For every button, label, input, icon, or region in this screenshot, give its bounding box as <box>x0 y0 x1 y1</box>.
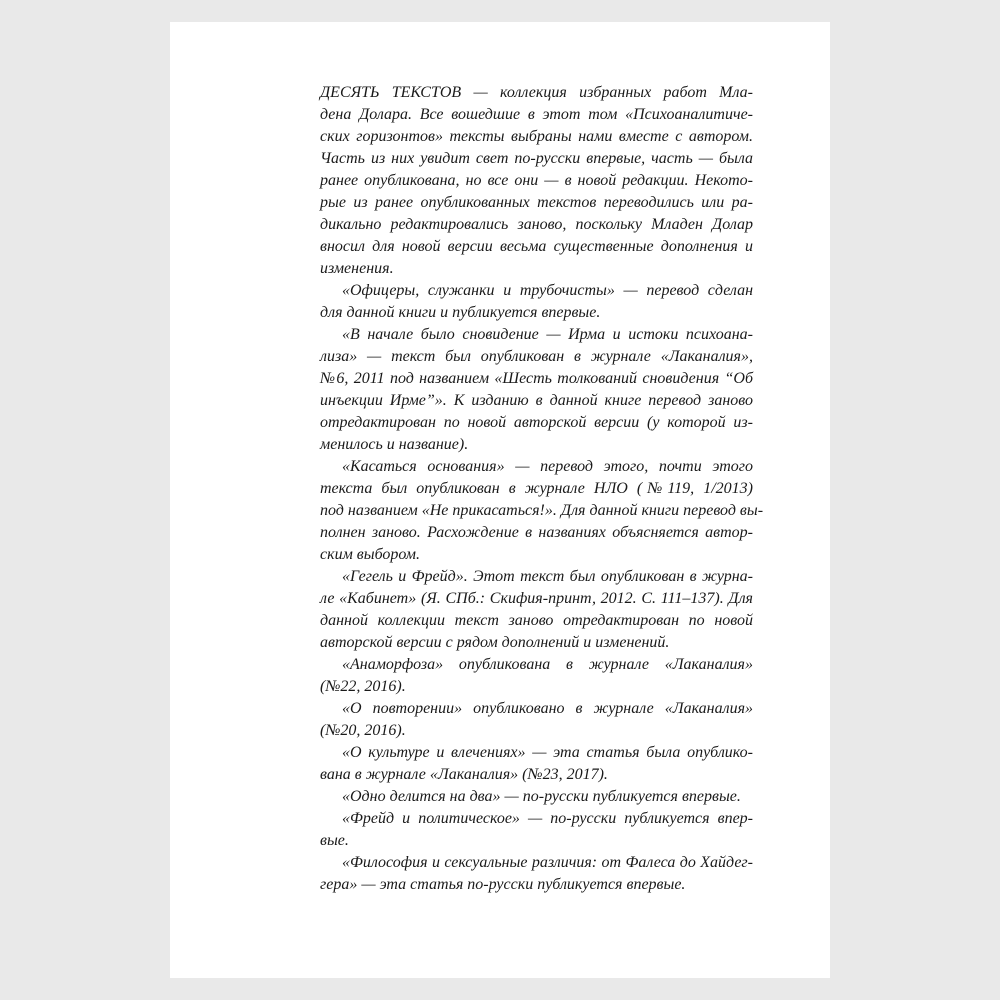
text-line: вносил для новой версии весьма существенные дополнения и <box>320 238 753 255</box>
text-line: изменения. <box>320 260 394 277</box>
text-line: «Офицеры, служанки и трубочисты» — перевод сделан <box>342 282 753 299</box>
text-line: «Одно делится на два» — по-русски публикуется впервые. <box>342 788 741 805</box>
text-line: «Гегель и Фрейд». Этот текст был опубликован в журна- <box>342 568 753 585</box>
paragraph <box>320 654 753 698</box>
text-line: вана в журнале «Лаканалия» (№23, 2017). <box>320 766 608 783</box>
text-line: ле «Кабинет» (Я. СПб.: Скифия-принт, 2012. С. 111–137). Для <box>320 590 753 607</box>
text-line: для данной книги и публикуется впервые. <box>320 304 601 321</box>
text-line: дена Долара. Все вошедшие в этот том «Психоаналитиче- <box>320 106 753 123</box>
paragraph <box>320 566 753 654</box>
text-line: «Фрейд и политическое» — по-русски публикуется впер- <box>342 810 753 827</box>
text-line: ранее опубликована, но все они — в новой редакции. Некото- <box>320 172 753 189</box>
text-line: под названием «Не прикасаться!». Для данной книги перевод вы- <box>320 502 764 519</box>
page-body-text <box>320 82 764 896</box>
paragraph <box>320 280 753 324</box>
paragraph <box>320 786 753 808</box>
book-page <box>170 22 830 978</box>
text-line: гера» — эта статья по-русски публикуется впервые. <box>320 876 686 893</box>
text-line: ским выбором. <box>320 546 421 563</box>
text-line: «О повторении» опубликовано в журнале «Лаканалия» <box>342 700 753 717</box>
text-line: лиза» — текст был опубликован в журнале «Лаканалия», <box>320 348 753 365</box>
paragraph <box>320 82 753 280</box>
text-line: ДЕСЯТЬ ТЕКСТОВ — коллекция избранных работ Мла- <box>320 84 753 101</box>
text-line: «Касаться основания» — перевод этого, почти этого <box>342 458 753 475</box>
text-line: дикально редактировались заново, поскольку Младен Долар <box>320 216 753 233</box>
text-line: (№20, 2016). <box>320 722 406 739</box>
text-line: «Философия и сексуальные различия: от Фалеса до Хайдег- <box>342 854 753 871</box>
text-line: полнен заново. Расхождение в названиях объясняется автор- <box>320 524 753 541</box>
text-line: «Анаморфоза» опубликована в журнале «Лаканалия» <box>342 656 753 673</box>
paragraph <box>320 742 753 786</box>
paragraph <box>320 852 753 896</box>
text-line: ских горизонтов» тексты выбраны нами вместе с автором. <box>320 128 753 145</box>
paragraph <box>320 324 753 456</box>
text-line: данной коллекции текст заново отредактирован по новой <box>320 612 753 629</box>
text-line: отредактирован по новой авторской версии (у которой из- <box>320 414 753 431</box>
text-line: вые. <box>320 832 349 849</box>
text-line: рые из ранее опубликованных текстов переводились или ра- <box>320 194 753 211</box>
text-line: инъекции Ирме”». К изданию в данной книге перевод заново <box>320 392 753 409</box>
paragraph <box>320 808 753 852</box>
text-line: текста был опубликован в журнале НЛО (№119, 1/2013) <box>320 480 753 497</box>
text-line: авторской версии с рядом дополнений и изменений. <box>320 634 670 651</box>
text-line: «О культуре и влечениях» — эта статья была опублико- <box>342 744 753 761</box>
text-line: (№22, 2016). <box>320 678 406 695</box>
text-line: «В начале было сновидение — Ирма и истоки психоана- <box>342 326 753 343</box>
paragraph <box>320 456 764 566</box>
text-line: №6, 2011 под названием «Шесть толкований сновидения “Об <box>320 370 753 387</box>
text-line: Часть из них увидит свет по-русски впервые, часть — была <box>320 150 753 167</box>
paragraph <box>320 698 753 742</box>
text-line: менилось и название). <box>320 436 469 453</box>
